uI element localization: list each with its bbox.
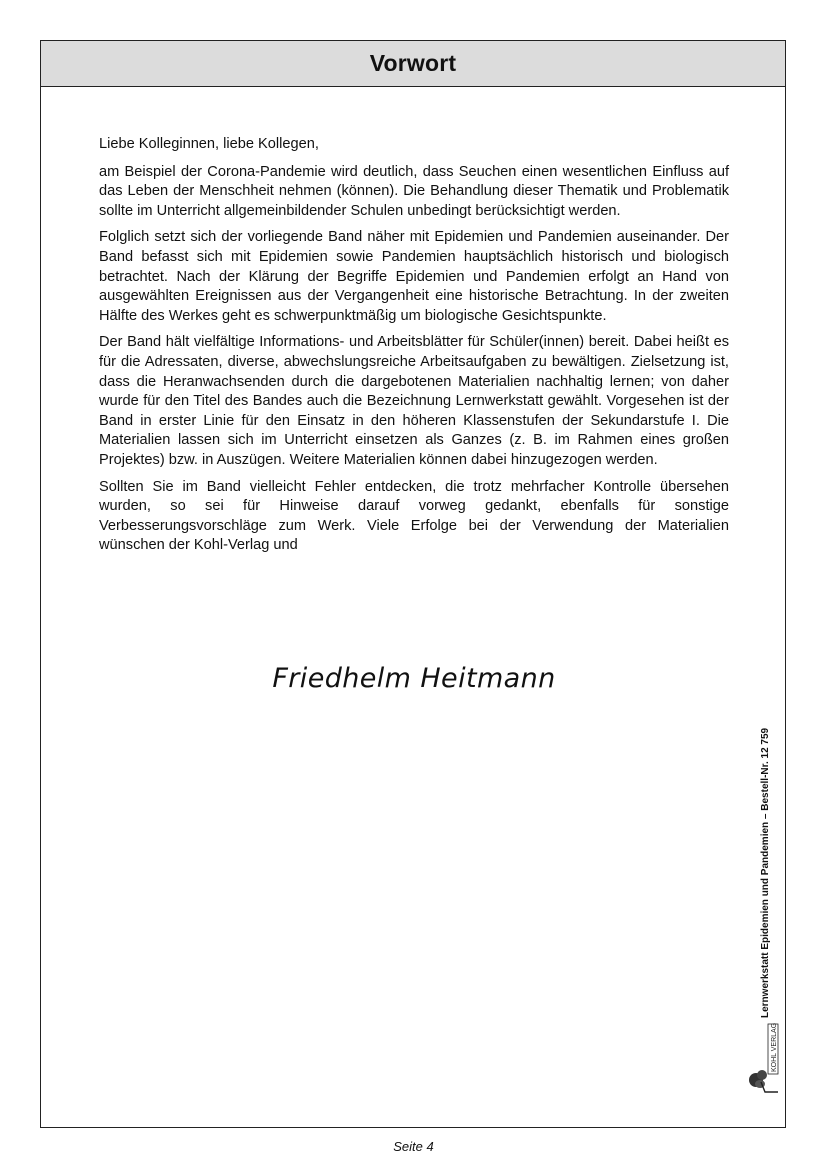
- publisher-logo-text: KOHL VERLAG: [771, 1022, 778, 1072]
- page-frame: [40, 40, 786, 1128]
- tree-logo-icon: [745, 1020, 781, 1095]
- paragraph-2: Folglich setzt sich der vorliegende Band näher mit Epidemien und Pandemien auseinander. Der Band befasst sich mit Epidemien sowie Pandemien hauptsächlich historisch und biologisch betrachtet. Nach der Klärung der Begriffe Epidemien und Pandemien erfolgt an Hand von ausgewählten Ereignissen aus der Vergangenheit eine historische Betrachtung. In der zweiten Hälfte des Werkes geht es schwerpunktmäßig um biologische Gesichtspunkte.: [99, 229, 729, 324]
- book-info-vertical: Lernwerkstatt Epidemien und Pandemien – Bestell-Nr. 12 759: [760, 727, 771, 1018]
- paragraph-3: Der Band hält vielfältige Informations- und Arbeitsblätter für Schüler(innen) bereit. Dabei heißt es für die Adressaten, diverse, abwechslungsreiche Arbeitsaufgaben zu bewältigen. Zielsetzung ist, dass die Heranwachsenden durch die dargebotenen Materialien nachhaltig lernen; von daher wurde für den Titel des Bandes auch die Bezeichnung Lernwerkstatt gewählt. Vorgesehen ist der Band in erster Linie für den Einsatz in den höheren Klassenstufen der Sekundarstufe I. Die Materialien lassen sich im Unterricht einsetzen als Ganzes (z. B. im Rahmen eines großen Projektes) bzw. in Auszügen. Weitere Materialien können dabei hinzugezogen werden.: [99, 334, 729, 468]
- author-signature: Friedhelm Heitmann: [272, 663, 556, 694]
- title-bar: [41, 41, 785, 87]
- greeting: Liebe Kolleginnen, liebe Kollegen,: [99, 136, 319, 152]
- preface-text: [99, 135, 729, 563]
- paragraph-1: am Beispiel der Corona-Pandemie wird deutlich, dass Seuchen einen wesentlichen Einfluss auf das Leben der Menschheit nehmen (können). Die Behandlung dieser Thematik und Problematik sollte im Unterricht allgemeinbildender Schulen unbedingt berücksichtigt werden.: [99, 163, 729, 219]
- page-number: Seite 4: [393, 1139, 434, 1154]
- page-title: Vorwort: [369, 50, 457, 76]
- paragraph-4: Sollten Sie im Band vielleicht Fehler entdecken, die trotz mehrfacher Kontrolle übersehen wurden, so sei für Hinweise darauf vorweg gedankt, ebenfalls für sonstige Verbesserungsvorschläge zum Werk. Viele Erfolge bei der Verwendung der Materialien wünschen der Kohl-Verlag und: [99, 478, 729, 554]
